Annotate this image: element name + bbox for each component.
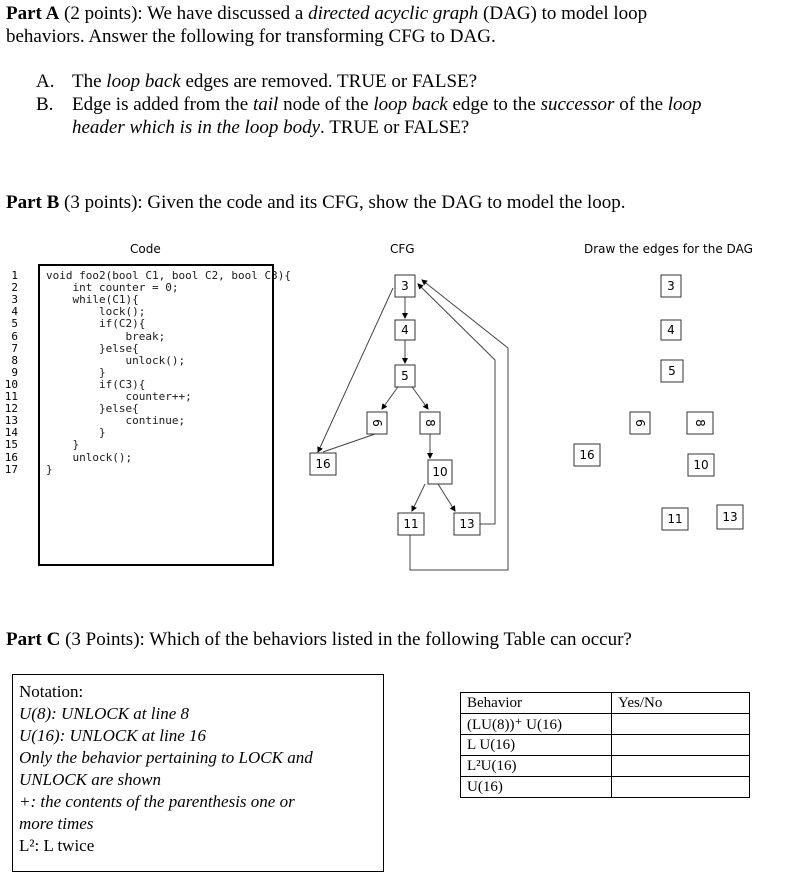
qa-text3: edges are removed. TRUE or FALSE?: [180, 71, 478, 92]
code-line-number: 5: [11, 317, 18, 331]
code-line: unlock();: [46, 353, 186, 367]
question-list: [36, 70, 786, 139]
code-line: while(C1){: [46, 293, 139, 307]
cfg-column-header: CFG: [390, 242, 415, 256]
answer-cell[interactable]: [612, 735, 750, 756]
part-b-text: [6, 192, 626, 214]
notation-line-1: U(8): UNLOCK at line 8: [19, 704, 189, 723]
code-line: void foo2(bool C1, bool C2, bool C3){: [46, 269, 292, 282]
cfg-edge-6-16: [323, 434, 375, 452]
qa-text2: loop back: [106, 71, 181, 92]
part-c-instruction: (3 Points): Which of the behaviors listed in the following Table can occur?: [60, 629, 632, 650]
code-line: counter++;: [46, 390, 192, 403]
notation-line-7: L²: L twice: [19, 836, 95, 855]
qa-text1: The: [72, 71, 107, 92]
answer-cell[interactable]: [612, 777, 750, 798]
code-line: }: [46, 426, 106, 440]
dag-node-label: 10: [693, 458, 709, 472]
dag-node-label: 11: [667, 512, 683, 526]
qb-text2: tail: [252, 94, 279, 115]
notation-line-4: UNLOCK are shown: [19, 770, 162, 789]
notation-title: Notation:: [19, 682, 84, 701]
code-line-number: 1: [11, 269, 18, 282]
behavior-cell: U(16): [461, 777, 612, 798]
code-line-number: 15: [4, 438, 18, 452]
code-line: unlock();: [46, 450, 133, 464]
cfg-edge-5-8: [410, 384, 428, 409]
dag-node-label: 6: [633, 419, 647, 427]
table-row: [461, 714, 750, 735]
question-a-number: A.: [36, 71, 55, 92]
code-line-number: 3: [11, 293, 18, 307]
code-line-number: 12: [4, 402, 18, 416]
code-line-number: 14: [4, 426, 18, 440]
code-line: }: [46, 462, 53, 476]
part-a-heading: Part A: [6, 3, 60, 24]
dag-column-header: Draw the edges for the DAG: [584, 242, 753, 256]
behavior-cell: (LU(8))⁺ U(16): [461, 714, 612, 735]
notation-box: [12, 674, 384, 872]
dag-node-label: 3: [667, 279, 675, 293]
qb-text10: . TRUE or FALSE?: [320, 117, 470, 138]
cfg-node-label: 11: [403, 517, 419, 531]
code-line: }: [46, 438, 80, 452]
dag-term: directed acyclic graph: [308, 3, 479, 24]
dag-node-label: 13: [722, 510, 738, 524]
code-column-header: Code: [130, 242, 161, 256]
code-line: }: [46, 365, 106, 379]
dag-diagram: [560, 262, 792, 542]
part-a-rest: (DAG) to model loop: [478, 3, 648, 24]
cfg-edge-5-6: [382, 384, 400, 409]
code-line-number: 2: [11, 281, 18, 295]
question-b-number: B.: [36, 94, 54, 115]
dag-node-label: 5: [668, 364, 676, 378]
table-header-behavior: Behavior: [461, 693, 612, 714]
code-line-number: 4: [11, 305, 18, 319]
table-header-row: [461, 693, 750, 714]
notation-line-2: U(16): UNLOCK at line 16: [19, 726, 206, 745]
cfg-node-label: 8: [423, 419, 437, 427]
code-line-number: 9: [11, 365, 18, 379]
code-line-number: 16: [4, 450, 18, 464]
code-line-number: 17: [4, 462, 18, 476]
cfg-node-label: 4: [401, 323, 409, 337]
cfg-node-label: 16: [315, 457, 331, 471]
cfg-edge-10-11: [412, 484, 425, 511]
notation-line-3: Only the behavior pertaining to LOCK and: [19, 748, 313, 767]
code-line-number: 6: [11, 329, 18, 343]
dag-node-label: 8: [693, 419, 707, 427]
cfg-edge-13-3: [418, 284, 495, 524]
table-row: [461, 735, 750, 756]
part-a-points: (2 points): We have discussed a: [59, 3, 309, 24]
behavior-table: [460, 692, 750, 798]
behavior-cell: L²U(16): [461, 756, 612, 777]
part-a-line2: behaviors. Answer the following for transforming CFG to DAG.: [6, 26, 496, 47]
notation-line-5: +: the contents of the parenthesis one or: [19, 792, 295, 811]
qb-text8: loop: [667, 94, 702, 115]
qb-text7: of the: [614, 94, 668, 115]
cfg-node-label: 10: [432, 465, 448, 479]
code-line: }else{: [46, 402, 139, 416]
code-line: continue;: [46, 414, 186, 428]
part-c-text: [6, 629, 632, 651]
code-line-number: 8: [11, 353, 18, 367]
notation-line-6: more times: [19, 814, 94, 833]
code-line-number: 13: [4, 414, 18, 428]
part-b-heading: Part B: [6, 192, 60, 213]
part-b-instruction: (3 points): Given the code and its CFG, show the DAG to model the loop.: [59, 192, 626, 213]
part-c-heading: Part C: [6, 629, 61, 650]
code-line: int counter = 0;: [46, 281, 179, 295]
dag-node-label: 4: [667, 323, 675, 337]
qb-text1: Edge is added from the: [72, 94, 253, 115]
answer-cell[interactable]: [612, 756, 750, 777]
code-line: lock();: [46, 305, 146, 319]
cfg-node-label: 6: [370, 419, 384, 427]
answer-cell[interactable]: [612, 714, 750, 735]
part-a-text: [6, 2, 786, 48]
cfg-diagram: [290, 262, 530, 582]
code-line: if(C3){: [46, 377, 146, 391]
code-line-number: 11: [4, 390, 18, 403]
code-line: }else{: [46, 341, 139, 355]
cfg-node-label: 5: [401, 369, 409, 383]
cfg-edge-10-13: [438, 484, 455, 511]
cfg-node-label: 3: [401, 279, 409, 293]
table-header-yesno: Yes/No: [612, 693, 750, 714]
behavior-cell: L U(16): [461, 735, 612, 756]
qb-text5: edge to the: [447, 94, 541, 115]
qb-text9: header which is in the loop body: [72, 117, 321, 138]
dag-node-label: 16: [579, 448, 595, 462]
question-a: [36, 70, 786, 93]
code-line-number: 10: [4, 377, 18, 391]
qb-text3: node of the: [278, 94, 374, 115]
table-row: [461, 756, 750, 777]
code-line-number: 7: [11, 341, 18, 355]
cfg-node-label: 13: [459, 517, 475, 531]
qb-text6: successor: [540, 94, 615, 115]
qb-text4: loop back: [373, 94, 448, 115]
question-b: [36, 93, 786, 139]
code-line: if(C2){: [46, 317, 146, 331]
code-line: break;: [46, 329, 166, 343]
table-row: [461, 777, 750, 798]
